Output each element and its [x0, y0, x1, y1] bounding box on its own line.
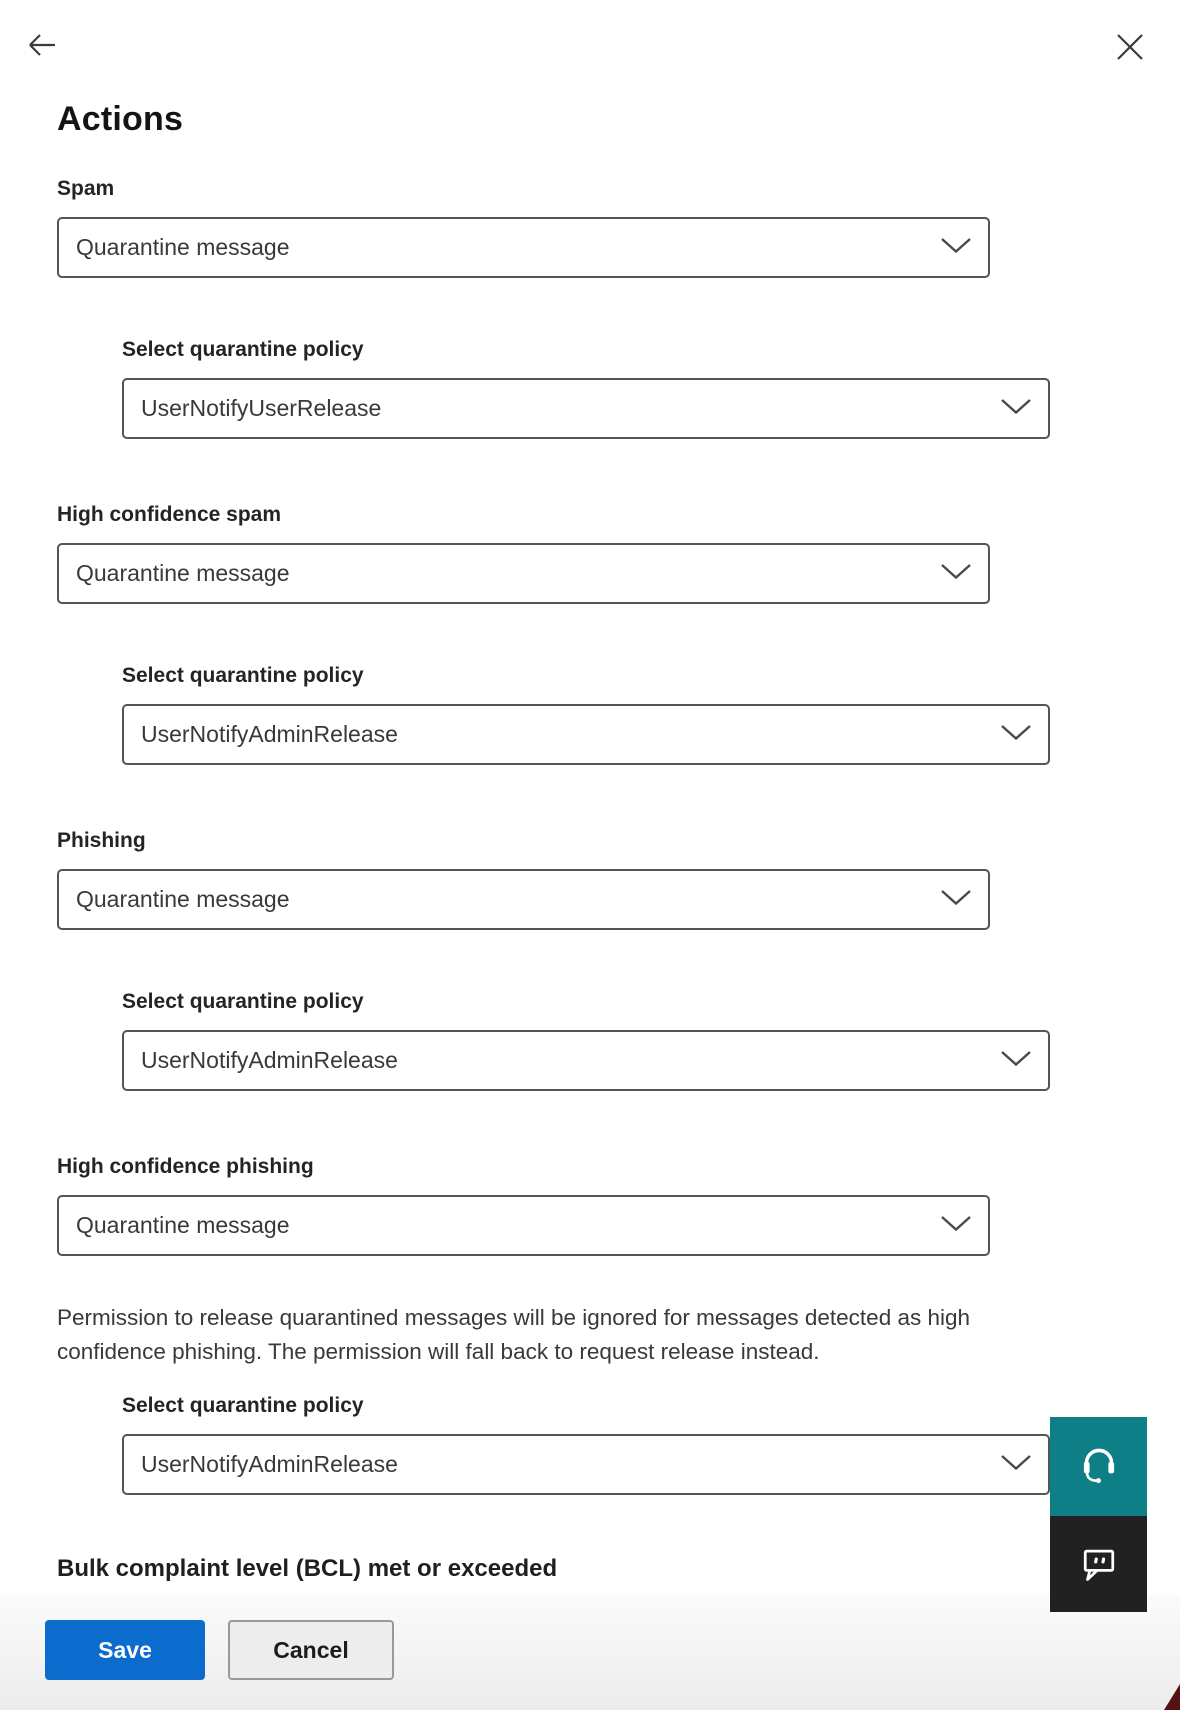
hcp-permission-note: Permission to release quarantined messages will be ignored for messages detected as high confidence phishing. The permission will fall back to request release instead. [57, 1305, 971, 1364]
spam-policy-group [122, 336, 1050, 439]
footer-command-bar [0, 1595, 1180, 1710]
back-button[interactable] [22, 26, 62, 66]
hcs-policy-group [122, 662, 1050, 765]
phishing-policy-label: Select quarantine policy [122, 990, 364, 1013]
close-button[interactable] [1110, 28, 1150, 68]
help-widget-button[interactable] [1050, 1417, 1147, 1516]
spam-label: Spam [57, 177, 115, 200]
hcp-action-select[interactable] [57, 1195, 990, 1256]
close-icon [1114, 31, 1146, 66]
spam-policy-label: Select quarantine policy [122, 338, 364, 361]
cancel-button[interactable]: Cancel [228, 1620, 394, 1680]
spam-action-value: Quarantine message [76, 234, 290, 260]
spam-action-select[interactable] [57, 217, 990, 278]
hcs-label: High confidence spam [57, 503, 282, 526]
feedback-icon [1077, 1541, 1121, 1588]
feedback-widget-button[interactable] [1050, 1516, 1147, 1612]
actions-form [57, 100, 990, 1585]
chevron-down-icon [928, 1215, 972, 1237]
chevron-down-icon [928, 237, 972, 259]
phishing-label: Phishing [57, 829, 146, 852]
chevron-down-icon [928, 889, 972, 911]
hcp-policy-value: UserNotifyAdminRelease [141, 1451, 398, 1477]
chevron-down-icon [988, 1454, 1032, 1476]
spam-policy-select[interactable] [122, 378, 1050, 439]
bcl-section-label: Bulk complaint level (BCL) met or exceeded [57, 1555, 558, 1582]
hcp-policy-label: Select quarantine policy [122, 1394, 364, 1417]
spam-policy-value: UserNotifyUserRelease [141, 395, 382, 421]
phishing-action-value: Quarantine message [76, 886, 290, 912]
hcp-action-value: Quarantine message [76, 1212, 290, 1238]
phishing-policy-group [122, 988, 1050, 1091]
hcs-policy-value: UserNotifyAdminRelease [141, 721, 398, 747]
section-high-confidence-spam [57, 501, 990, 765]
hcs-policy-select[interactable] [122, 704, 1050, 765]
hcs-action-value: Quarantine message [76, 560, 290, 586]
hcs-policy-label: Select quarantine policy [122, 664, 364, 687]
phishing-policy-select[interactable] [122, 1030, 1050, 1091]
page-title: Actions [57, 100, 184, 138]
chevron-down-icon [928, 563, 972, 585]
hcp-label: High confidence phishing [57, 1155, 314, 1178]
save-button[interactable]: Save [45, 1620, 205, 1680]
hcs-action-select[interactable] [57, 543, 990, 604]
chevron-down-icon [988, 398, 1032, 420]
section-phishing [57, 827, 990, 1091]
phishing-action-select[interactable] [57, 869, 990, 930]
section-spam [57, 175, 990, 439]
phishing-policy-value: UserNotifyAdminRelease [141, 1047, 398, 1073]
headset-icon [1074, 1440, 1124, 1493]
chevron-down-icon [988, 1050, 1032, 1072]
arrow-left-icon [24, 27, 60, 66]
hcp-policy-group [122, 1392, 1050, 1495]
section-high-confidence-phishing [57, 1153, 990, 1495]
chevron-down-icon [988, 724, 1032, 746]
hcp-policy-select[interactable] [122, 1434, 1050, 1495]
